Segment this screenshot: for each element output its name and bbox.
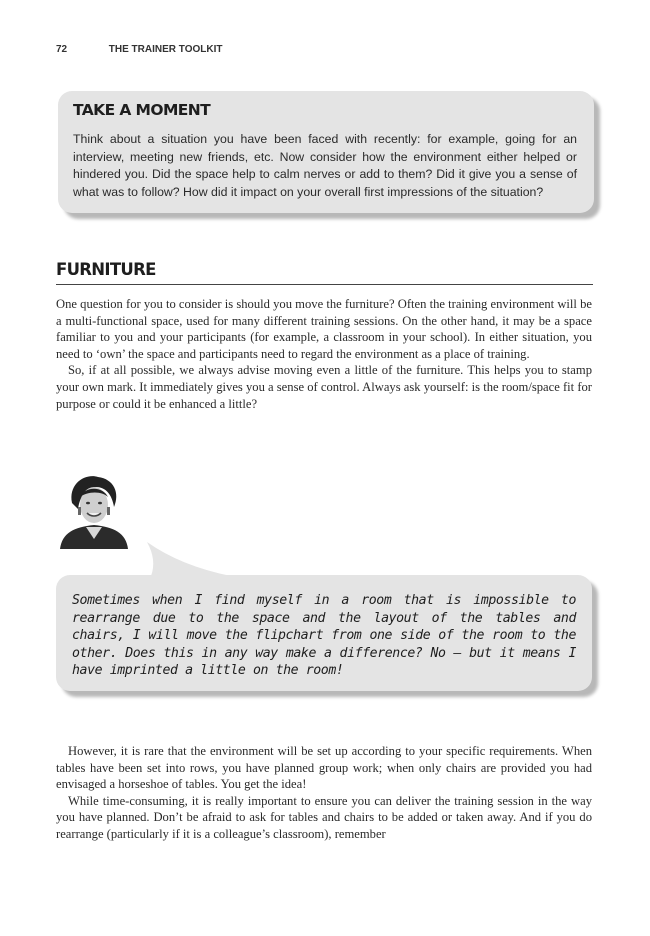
page-number: 72	[56, 44, 68, 55]
paragraph: While time-consuming, it is really important to ensure you can deliver the training session in the way you have planned. Don’t be afraid to ask for tables and chairs to be added or taken away. And if you do rearrange (particularly if it is a colleague’s classroom), remember	[56, 793, 592, 841]
author-portrait	[56, 473, 132, 549]
quote-bubble	[56, 575, 592, 691]
take-a-moment-title: TAKE A MOMENT	[73, 101, 211, 119]
section-heading-furniture: FURNITURE	[56, 260, 593, 285]
paragraph: One question for you to consider is should you move the furniture? Often the training environment will be a multi-functional space, used for many different training sessions. On the other hand, it may be a space familiar to you and your participants (for example, a classroom in your school). In either situation, you need to ‘own’ the space and participants need to regard the environment as a place of training.	[56, 297, 592, 361]
take-a-moment-body: Think about a situation you have been faced with recently: for example, going for an interview, meeting new friends, etc. Now consider how the environment either helped or hindered you. Did the space help to calm nerves or add to them? Did it give you a sense of what was to follow? How did it impact on your overall first impressions of the situation?	[73, 132, 577, 199]
paragraph: So, if at all possible, we always advise moving even a little of the furniture. This helps you to stamp your own mark. It immediately gives you a sense of control. Always ask yourself: is the room/space fit for purpose or could it be enhanced a little?	[56, 363, 592, 411]
running-title: THE TRAINER TOOLKIT	[108, 44, 223, 55]
paragraph: However, it is rare that the environment will be set up according to your specific requirements. When tables have been set into rows, you have planned group work; when only chairs are provided you had envisaged a horseshoe of tables. You get the idea!	[56, 744, 592, 792]
furniture-body	[56, 296, 592, 412]
speech-bubble-tail	[145, 540, 265, 580]
closing-body	[56, 743, 592, 843]
running-header	[56, 44, 222, 55]
quote-text: Sometimes when I find myself in a room that is impossible to rearrange due to the space and the layout of the tables and chairs, I will move the flipchart from one side of the room to the other. Does this in any way make a difference? No – but it means I have imprinted a little on the room!	[72, 593, 576, 678]
take-a-moment-box	[58, 91, 594, 213]
